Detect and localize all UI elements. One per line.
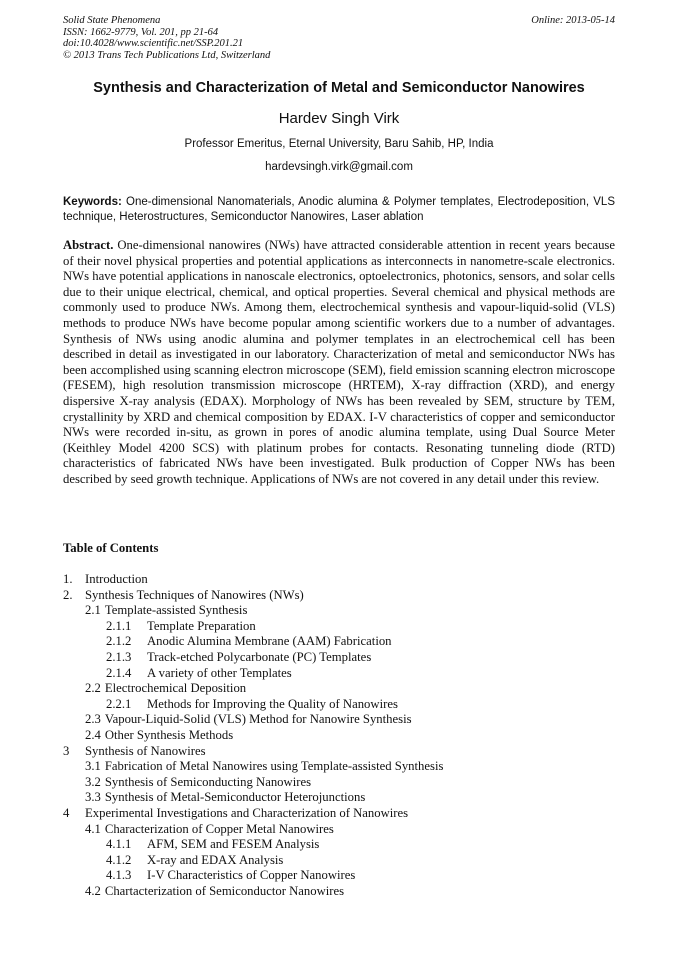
toc-entry <box>63 884 615 900</box>
toc-entry-title: Template-assisted Synthesis <box>104 603 248 618</box>
toc-entry-number: 2.1.1 <box>106 618 132 633</box>
toc-entry-title: Experimental Investigations and Characterization of Nanowires <box>85 805 409 820</box>
toc-entry <box>63 744 615 760</box>
toc-entry <box>63 759 615 775</box>
toc-entry <box>63 822 615 838</box>
toc-entry <box>63 572 615 588</box>
toc-entry <box>63 728 615 744</box>
online-date: Online: 2013-05-14 <box>531 15 615 26</box>
toc-entry <box>63 697 615 713</box>
issn-line: ISSN: 1662-9779, Vol. 201, pp 21-64 <box>63 26 219 38</box>
toc-entry <box>63 588 615 604</box>
toc-entry-title: I-V Characteristics of Copper Nanowires <box>147 868 356 883</box>
toc-entry-number: 2.1.2 <box>106 634 132 649</box>
journal-name: Solid State Phenomena <box>63 15 161 26</box>
toc-entry-number: 4.1 <box>85 821 101 836</box>
doi-line: doi:10.4028/www.scientific.net/SSP.201.21 <box>63 38 244 49</box>
toc-entry-number: 3.2 <box>85 774 101 789</box>
keywords-paragraph <box>63 195 615 225</box>
toc-entry <box>63 775 615 791</box>
toc-entry-title: Anodic Alumina Membrane (AAM) Fabrication <box>147 634 392 649</box>
toc-entry <box>63 712 615 728</box>
toc-entry-title: Methods for Improving the Quality of Nanowires <box>147 696 398 711</box>
toc-entry-number: 4.2 <box>85 883 101 898</box>
toc-entry-title: Synthesis Techniques of Nanowires (NWs) <box>85 587 304 602</box>
toc-entry-title: Fabrication of Metal Nanowires using Template-assisted Synthesis <box>104 759 444 774</box>
toc-entry <box>63 837 615 853</box>
toc-entry-number: 4.1.1 <box>106 837 132 852</box>
toc-entry-number: 3.1 <box>85 759 101 774</box>
toc-entry-title: Other Synthesis Methods <box>104 727 234 742</box>
toc-entry-number: 2.2.1 <box>106 696 132 711</box>
toc-entry-title: A variety of other Templates <box>147 665 292 680</box>
toc-entry-title: AFM, SEM and FESEM Analysis <box>147 837 320 852</box>
toc-entry-number: 2.2 <box>85 681 101 696</box>
toc-entry <box>63 666 615 682</box>
toc-entry-number: 4.1.2 <box>106 852 132 867</box>
toc-entry-title: Chartacterization of Semiconductor Nanowires <box>104 883 345 898</box>
toc-entry-number: 4.1.3 <box>106 868 132 883</box>
copyright-line: © 2013 Trans Tech Publications Ltd, Switzerland <box>63 49 271 61</box>
author-name: Hardev Singh Virk <box>278 110 400 127</box>
toc-entry-number: 2.1.3 <box>106 649 132 664</box>
author-affiliation: Professor Emeritus, Eternal University, Baru Sahib, HP, India <box>184 138 494 150</box>
toc-entry-number: 2.1 <box>85 603 101 618</box>
toc-entry-number: 4 <box>63 805 70 820</box>
toc-entry <box>63 650 615 666</box>
toc-entry <box>63 634 615 650</box>
toc-entry-title: Introduction <box>85 572 148 586</box>
toc-entry-title: Track-etched Polycarbonate (PC) Templates <box>147 649 372 664</box>
toc-entry-number: 2.3 <box>85 712 101 727</box>
journal-header <box>63 15 615 61</box>
toc-entry-number: 2.4 <box>85 727 101 742</box>
toc-entry <box>63 790 615 806</box>
toc-entry <box>63 806 615 822</box>
toc-entry-title: Synthesis of Nanowires <box>85 743 206 758</box>
abstract-paragraph <box>63 238 615 488</box>
paper-title: Synthesis and Characterization of Metal and Semiconductor Nanowires <box>93 80 585 96</box>
toc-entry <box>63 681 615 697</box>
toc-entry-number: 2.1.4 <box>106 665 132 680</box>
toc-entry-title: Characterization of Copper Metal Nanowires <box>104 821 334 836</box>
table-of-contents <box>63 572 615 899</box>
author-email: hardevsingh.virk@gmail.com <box>265 161 413 173</box>
toc-entry-title: X-ray and EDAX Analysis <box>147 852 284 867</box>
toc-entry <box>63 603 615 619</box>
toc-entry <box>63 853 615 869</box>
keywords-label: Keywords: <box>63 196 122 208</box>
toc-entry-title: Synthesis of Metal-Semiconductor Heterojunctions <box>104 790 366 805</box>
keywords-text: One-dimensional Nanomaterials, Anodic alumina & Polymer templates, Electrodeposition, VLS technique, Heterostructures, Semiconductor Nanowires, Laser ablation <box>63 196 615 223</box>
toc-entry-number: 2. <box>63 587 73 602</box>
toc-entry <box>63 868 615 884</box>
toc-heading: Table of Contents <box>63 541 159 555</box>
abstract-text: One-dimensional nanowires (NWs) have attracted considerable attention in recent years because of their novel physical properties and potential applications as interconnects in nanometre-scale electronics. NWs have potential applications in nanoscale electronics, optoelectronics, photonics, sensors, and solar cells due to their unique electrical, chemical, and optical properties. Several chemical and physical methods are commonly used to produce NWs. Among them, electrochemical synthesis and vapour-liquid-solid (VLS) methods to produce NWs have become popular among scientific workers due to a number of advantages. Synthesis of NWs using anodic alumina and polymer templates in an electrochemical cell has been described in detail as investigated in our laboratory. Characterization of metal and semiconductor NWs has been accomplished using scanning electron microscope (SEM), field emission scanning electron microscope (FESEM), high resolution transmission microscope (HRTEM), X-ray diffraction (XRD), and energy dispersive X-ray analysis (EDAX). Morphology of NWs has been revealed by SEM, structure by TEM, crystallinity by XRD and chemical composition by EDAX. I-V characteristics of copper and semiconductor NWs were recorded in-situ, as grown in pores of anodic alumina template, using Dual Source Meter (Keithley Model 4200 SCS) with platinum probes for contacts. Resonating tunneling diode (RTD) characteristics of fabricated NWs have been investigated. Bulk production of Copper NWs has been described by seed growth technique. Applications of NWs are not covered in any detail under this review. <box>63 238 615 486</box>
toc-entry-number: 1. <box>63 572 73 586</box>
toc-entry-title: Template Preparation <box>147 618 256 633</box>
toc-entry-title: Synthesis of Semiconducting Nanowires <box>104 774 312 789</box>
toc-entry-title: Vapour-Liquid-Solid (VLS) Method for Nanowire Synthesis <box>104 712 412 727</box>
abstract-label: Abstract. <box>63 238 114 252</box>
toc-entry <box>63 619 615 635</box>
toc-entry-number: 3 <box>63 743 70 758</box>
toc-entry-title: Electrochemical Deposition <box>104 681 247 696</box>
toc-entry-number: 3.3 <box>85 790 101 805</box>
